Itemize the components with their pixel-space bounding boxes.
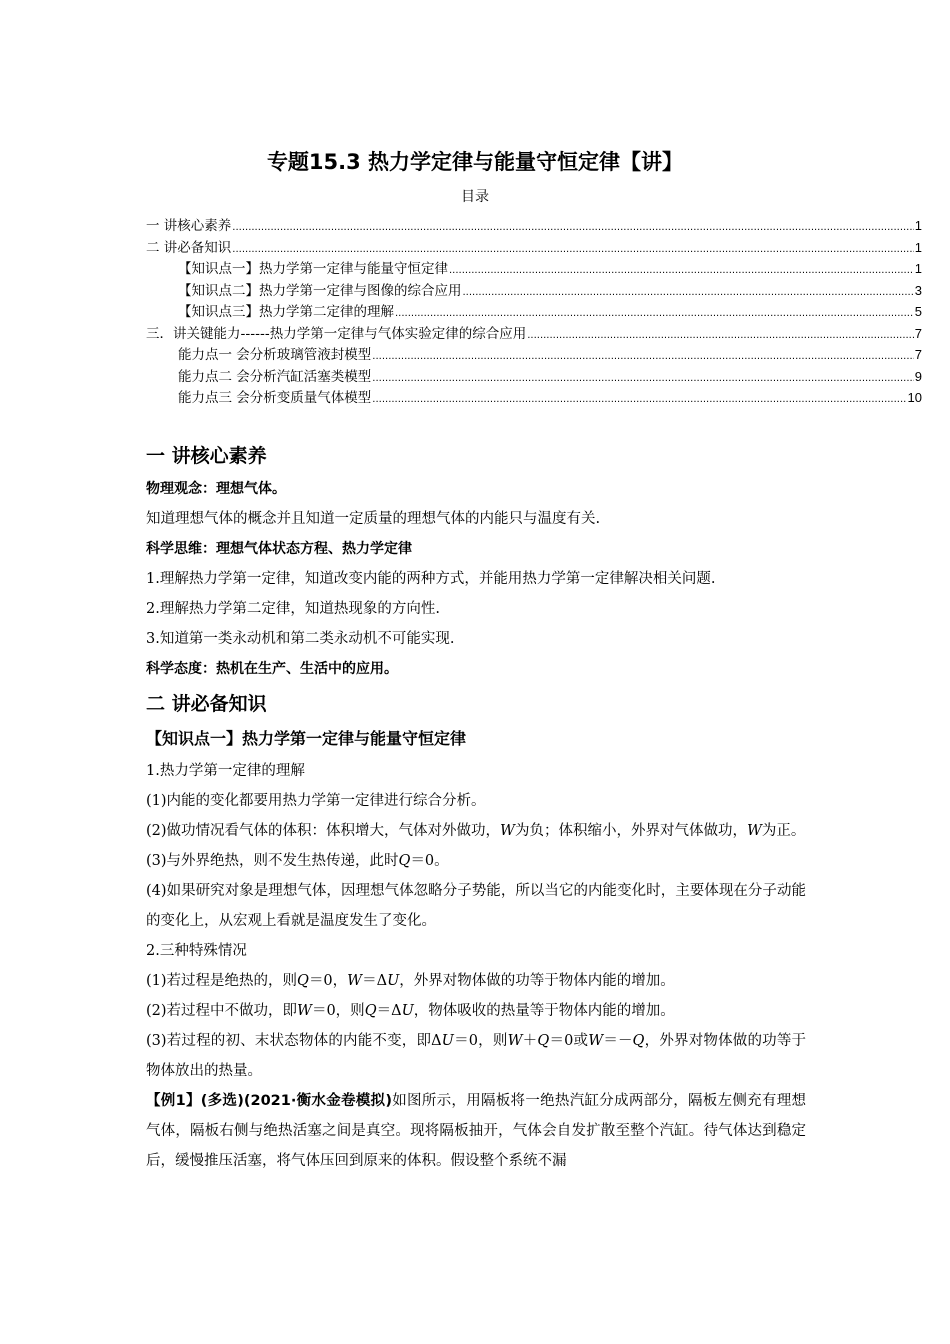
paragraph: 知道理想气体的概念并且知道一定质量的理想气体的内能只与温度有关. [146,511,601,527]
toc-entry[interactable] [146,214,922,236]
toc-entry-text: 能力点二 会分析汽缸活塞类模型 [178,368,372,385]
variable-w: W [588,1033,604,1049]
toc-entry-text: 【知识点二】热力学第一定律与图像的综合应用 [178,282,462,299]
example-text: 如图所示，用隔板将一绝热汽缸分成两部分，隔板左侧充有理想气体，隔板右侧与绝热活塞之间是真空。现将隔板抽开，气体会自发扩散至整个汽缸。待气体达到稳定后，缓慢推压活塞，将气体压回到原来的体积。假设整个系统不漏 [146,1093,807,1169]
toc-entry[interactable] [146,322,922,344]
toc-entry-text: 【知识点三】热力学第二定律的理解 [178,304,394,320]
example-label: 【例1】(多选)(2021·衡水金卷模拟) [146,1093,392,1109]
variable-q: Q [398,853,411,869]
knowledge-point-heading: 【知识点一】热力学第一定律与能量守恒定律 [146,729,467,748]
variable-q: Q [632,1033,645,1049]
toc-entry-text: 三．讲关键能力------热力学第一定律与气体实验定律的综合应用 [146,325,527,342]
toc-leader-dots [463,287,914,298]
toc-heading: 目录 [461,189,489,205]
table-of-contents [146,214,922,408]
toc-entry[interactable] [146,300,922,322]
paragraph: (1)内能的变化都要用热力学第一定律进行综合分析。 [146,793,486,809]
paragraph: (4)如果研究对象是理想气体，因理想气体忽略分子势能，所以当它的内能变化时，主要体现在分子动能的变化上，从宏观上看就是温度发生了变化。 [146,883,806,929]
toc-entry[interactable] [146,365,922,387]
thinking-label: 科学思维：理想气体状态方程、热力学定律 [146,541,412,557]
toc-entry-page: 3 [914,282,922,298]
toc-leader-dots [372,373,913,384]
toc-entry[interactable] [146,343,922,365]
document-title: 专题15.3 热力学定律与能量守恒定律【讲】 [266,150,684,174]
toc-leader-dots [232,222,913,233]
paragraph: 2.三种特殊情况 [146,943,247,959]
variable-w: W [507,1033,523,1049]
toc-entry-text: 能力点一 会分析玻璃管液封模型 [178,347,372,363]
variable-q: Q [364,1003,377,1019]
text-run: (2)若过程中不做功，即 [146,1003,298,1019]
paragraph: 1.热力学第一定律的理解 [146,763,305,779]
toc-entry-text: 一 讲核心素养 [146,218,232,234]
variable-q: Q [297,973,309,989]
toc-entry[interactable] [146,386,922,408]
variable-u: U [401,1003,414,1019]
toc-entry-page: 9 [914,368,922,384]
variable-u: U [387,973,400,989]
text-run: ＝0， [308,973,348,989]
toc-entry-page: 5 [914,304,922,319]
text-run: ，外界对物体做的功等于物体放出的热量。 [146,1033,807,1079]
toc-entry-page: 7 [914,325,922,341]
toc-entry[interactable] [146,279,922,301]
paragraph [146,816,806,846]
paragraph: 1.理解热力学第一定律，知道改变内能的两种方式，并能用热力学第一定律解决相关问题. [146,571,716,587]
toc-entry-text: 【知识点一】热力学第一定律与能量守恒定律 [178,261,448,277]
text-run: ＝－ [603,1033,633,1049]
text-run: (2)做功情况看气体的体积：体积增大，气体对外做功， [146,823,501,839]
text-run: (3)与外界绝热，则不发生热传递，此时 [146,853,399,869]
text-run: 为正。 [761,823,806,839]
text-run: ＝0或 [549,1033,589,1049]
section-heading: 二 讲必备知识 [146,693,267,715]
text-run: ，外界对物体做的功等于物体内能的增加。 [399,973,675,989]
toc-leader-dots [372,394,906,405]
toc-entry-page: 1 [914,218,922,233]
variable-w: W [297,1003,312,1019]
example-paragraph [146,1086,806,1176]
text-run: 为负；体积缩小，外界对气体做功， [514,823,747,839]
text-run: ＝0，则 [311,1003,365,1019]
text-run: ＝Δ [362,973,388,989]
toc-leader-dots [527,330,914,341]
toc-entry[interactable] [146,236,922,258]
variable-w: W [500,823,515,839]
toc-entry-page: 1 [914,261,922,276]
toc-entry-page: 7 [914,347,922,362]
variable-w: W [746,823,762,839]
paragraph [146,846,806,876]
text-run: ＋ [522,1033,538,1049]
toc-leader-dots [449,265,914,276]
toc-entry-page: 1 [914,239,922,255]
text-run: (1)若过程是绝热的，则 [146,973,298,989]
paragraph [146,1026,806,1086]
text-run: ，物体吸收的热量等于物体内能的增加。 [413,1003,675,1019]
variable-q: Q [537,1033,550,1049]
toc-entry-text: 二 讲必备知识 [146,239,232,256]
text-run: (3)若过程的初、末状态物体的内能不变，即Δ [146,1033,442,1049]
toc-entry-text: 能力点三 会分析变质量气体模型 [178,390,372,406]
section-heading: 一 讲核心素养 [146,445,267,467]
toc-leader-dots [372,351,913,362]
document-body [146,438,806,1176]
text-run: ＝Δ [376,1003,402,1019]
toc-leader-dots [395,308,914,319]
text-run: ＝0。 [410,853,449,869]
toc-leader-dots [232,244,913,255]
paragraph: 3.知道第一类永动机和第二类永动机不可能实现. [146,631,455,647]
toc-entry-page: 10 [907,390,922,405]
variable-u: U [441,1033,454,1049]
concept-label: 物理观念：理想气体。 [146,481,286,497]
paragraph: 2.理解热力学第二定律，知道热现象的方向性. [146,601,440,617]
toc-entry[interactable] [146,257,922,279]
paragraph [146,966,806,996]
variable-w: W [347,973,363,989]
attitude-label: 科学态度：热机在生产、生活中的应用。 [146,661,398,677]
paragraph [146,996,806,1026]
text-run: ＝0，则 [453,1033,508,1049]
